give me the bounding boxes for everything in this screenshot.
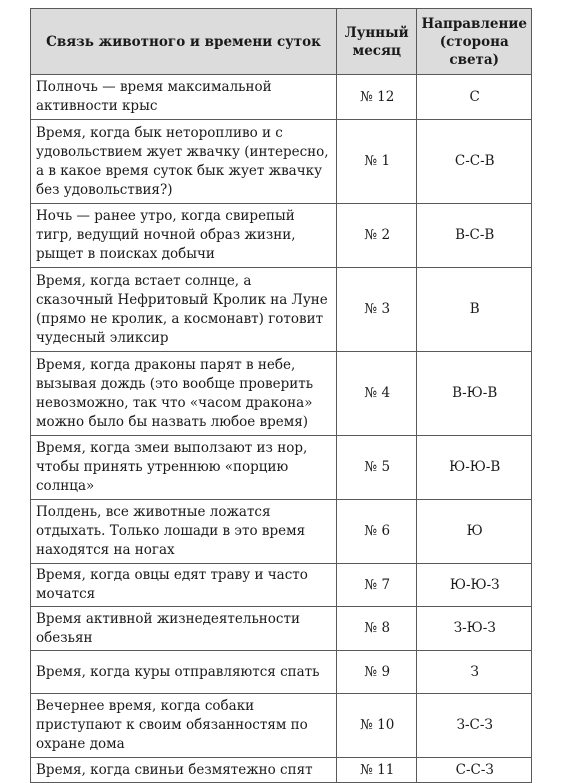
row-lunar-month: № 6 xyxy=(337,500,417,564)
row-lunar-month: № 9 xyxy=(337,651,417,694)
row-lunar-month: № 3 xyxy=(337,268,417,352)
row-description: Полдень, все животные ложатся отдыхать. Только лошади в это время находятся на ногах xyxy=(31,500,337,564)
table-row xyxy=(31,651,532,694)
header-lunar-month: Лунный месяц xyxy=(337,9,417,75)
row-description: Ночь — ранее утро, когда свирепый тигр, ведущий ночной образ жизни, рыщет в поисках добычи xyxy=(31,204,337,268)
row-lunar-month: № 7 xyxy=(337,564,417,607)
table-row xyxy=(31,607,532,651)
row-direction: Ю-Ю-В xyxy=(417,436,532,500)
table-row xyxy=(31,758,532,783)
zodiac-time-table xyxy=(30,8,532,783)
row-lunar-month: № 11 xyxy=(337,758,417,783)
row-description: Время активной жизнедеятельности обезьян xyxy=(31,607,337,651)
header-animal-time: Связь животного и времени суток xyxy=(31,9,337,75)
row-description: Время, когда овцы едят траву и часто мочатся xyxy=(31,564,337,607)
row-description: Время, когда встает солнце, а сказочный Нефритовый Кролик на Луне (прямо не кролик, а космонавт) готовит чудесный эликсир xyxy=(31,268,337,352)
row-direction: Ю xyxy=(417,500,532,564)
row-description: Вечернее время, когда собаки приступают к своим обязанностям по охране дома xyxy=(31,694,337,758)
row-direction: В xyxy=(417,268,532,352)
row-lunar-month: № 5 xyxy=(337,436,417,500)
row-direction: С-С-В xyxy=(417,120,532,204)
table-header-row xyxy=(31,9,532,75)
table-row xyxy=(31,500,532,564)
row-direction: С xyxy=(417,75,532,120)
row-description: Время, когда змеи выползают из нор, чтобы принять утреннюю «порцию солнца» xyxy=(31,436,337,500)
row-direction: З-Ю-З xyxy=(417,607,532,651)
row-direction: З-С-З xyxy=(417,694,532,758)
row-lunar-month: № 1 xyxy=(337,120,417,204)
row-direction: Ю-Ю-З xyxy=(417,564,532,607)
row-lunar-month: № 10 xyxy=(337,694,417,758)
row-lunar-month: № 8 xyxy=(337,607,417,651)
row-description: Время, когда свиньи безмятежно спят xyxy=(31,758,337,783)
row-description: Время, когда бык неторопливо и с удовольствием жует жвачку (интересно, а в какое время суток бык жует жвачку без удовольствия?) xyxy=(31,120,337,204)
row-direction: В-С-В xyxy=(417,204,532,268)
table-row xyxy=(31,204,532,268)
row-description: Время, когда куры отправляются спать xyxy=(31,651,337,694)
table-row xyxy=(31,120,532,204)
row-description: Полночь — время максимальной активности крыс xyxy=(31,75,337,120)
row-direction: В-Ю-В xyxy=(417,352,532,436)
table-row xyxy=(31,436,532,500)
row-lunar-month: № 4 xyxy=(337,352,417,436)
row-lunar-month: № 12 xyxy=(337,75,417,120)
header-direction: Направление (сторона света) xyxy=(417,9,532,75)
table-row xyxy=(31,75,532,120)
row-direction: С-С-З xyxy=(417,758,532,783)
row-direction: З xyxy=(417,651,532,694)
table-row xyxy=(31,268,532,352)
table-row xyxy=(31,352,532,436)
row-description: Время, когда драконы парят в небе, вызывая дождь (это вообще проверить невозможно, так что «часом дракона» можно было бы назвать любое время) xyxy=(31,352,337,436)
table-row xyxy=(31,694,532,758)
row-lunar-month: № 2 xyxy=(337,204,417,268)
table-row xyxy=(31,564,532,607)
